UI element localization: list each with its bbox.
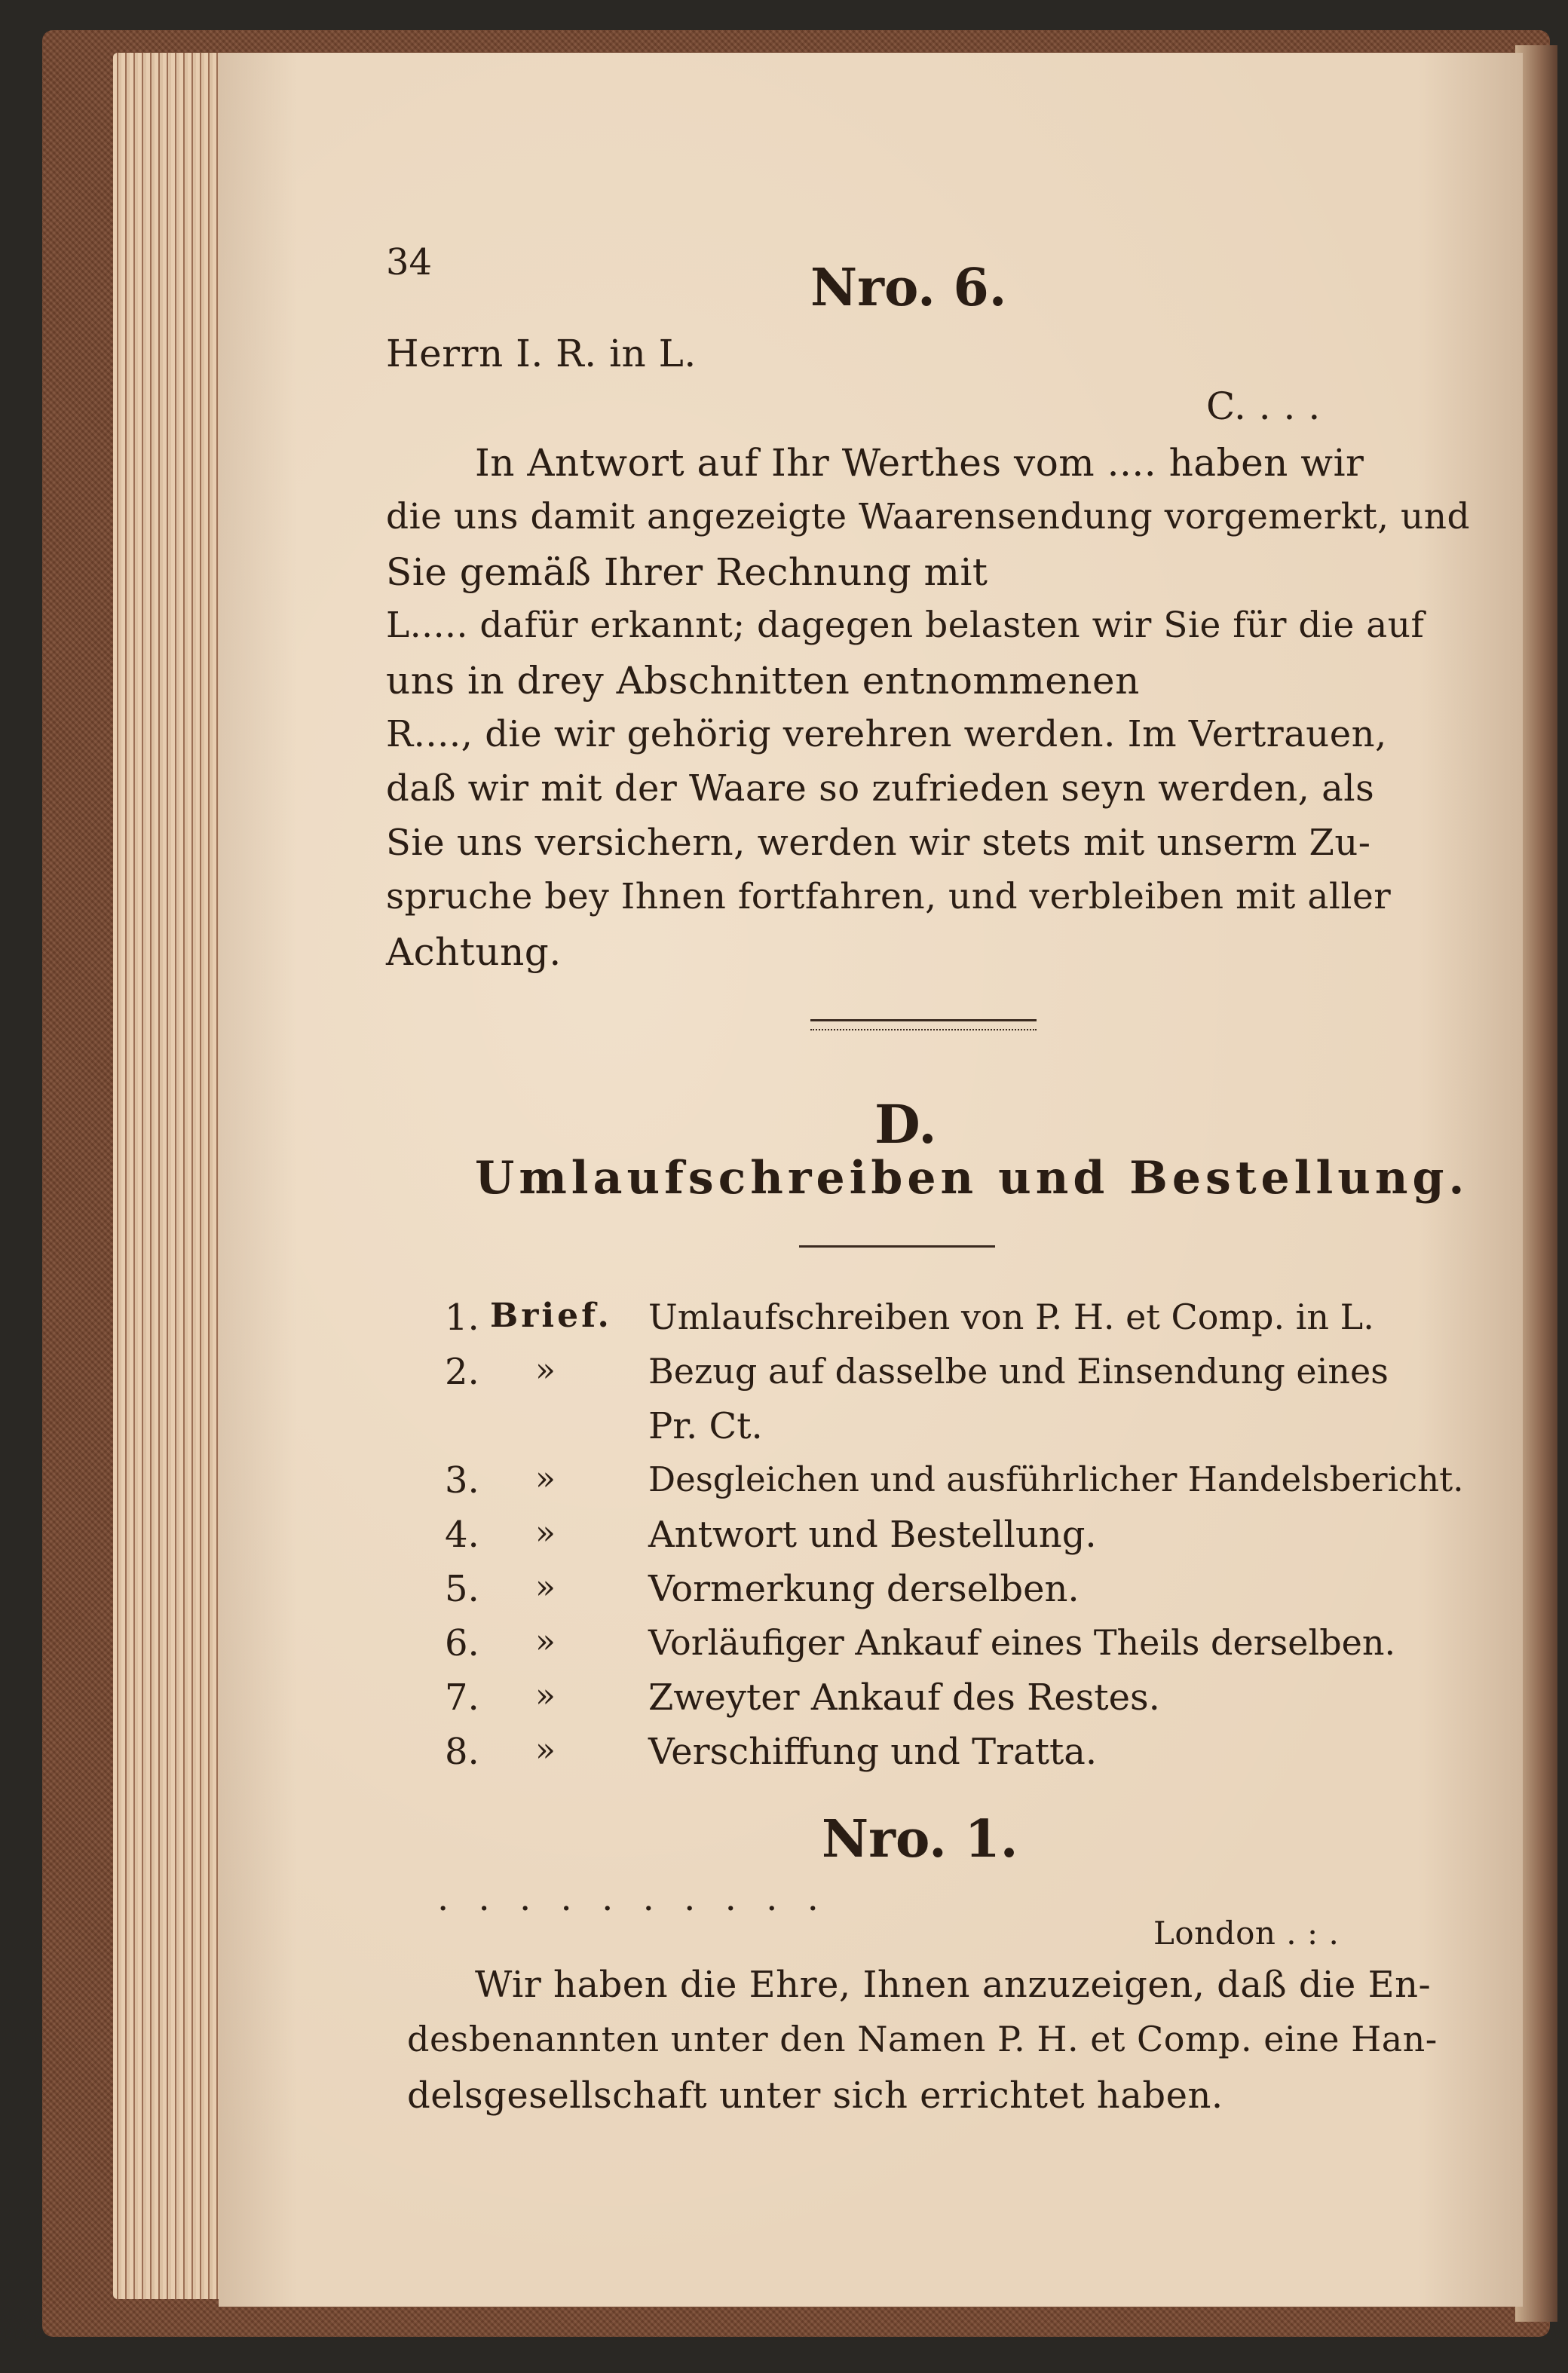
toc-number: 5.: [445, 1568, 479, 1610]
letter-line: uns in drey Abschnitten entnommenen: [386, 659, 1140, 703]
toc-text: Desgleichen und ausführlicher Handelsbericht.: [648, 1459, 1464, 1499]
section-rule: [799, 1245, 995, 1248]
letter-heading-nro-6: Nro. 6.: [810, 258, 1007, 318]
toc-text: Antwort und Bestellung.: [648, 1514, 1097, 1556]
toc-number: 4.: [445, 1514, 479, 1556]
letter-place: C. . . .: [1206, 384, 1321, 428]
letter-line: delsgesellschaft unter sich errichtet haben.: [407, 2074, 1223, 2117]
toc-number: 6.: [445, 1622, 479, 1664]
section-letter: D.: [874, 1093, 937, 1156]
letter-line: Achtung.: [386, 930, 562, 974]
letter-line: R...., die wir gehörig verehren werden. Im Vertrauen,: [386, 713, 1387, 755]
toc-mark: Brief.: [490, 1297, 612, 1335]
letter-line: Sie uns versichern, werden wir stets mit unserm Zu-: [386, 822, 1371, 864]
letter-line: Sie gemäß Ihrer Rechnung mit: [386, 550, 988, 594]
letter-line: die uns damit angezeigte Waarensendung vorgemerkt, und: [386, 496, 1471, 537]
toc-text: Verschiffung und Tratta.: [648, 1731, 1098, 1773]
toc-number: 3.: [445, 1459, 479, 1502]
section-title: Umlaufschreiben und Bestellung.: [475, 1152, 1469, 1205]
letter-line: Wir haben die Ehre, Ihnen anzuzeigen, daß die En-: [475, 1964, 1432, 2006]
toc-mark: »: [535, 1459, 556, 1498]
letter-dots: . . . . . . . . . .: [437, 1877, 828, 1919]
letter-line: daß wir mit der Waare so zufrieden seyn werden, als: [386, 767, 1375, 810]
toc-mark: »: [535, 1351, 556, 1389]
page-edges: [113, 53, 234, 2299]
toc-mark: »: [535, 1676, 556, 1715]
toc-number: 1.: [445, 1297, 479, 1339]
toc-number: 8.: [445, 1731, 479, 1773]
toc-text: Pr. Ct.: [648, 1405, 763, 1447]
toc-text: Bezug auf dasselbe und Einsendung eines: [648, 1351, 1389, 1392]
letter-heading-nro-1: Nro. 1.: [822, 1809, 1018, 1869]
toc-number: 7.: [445, 1676, 479, 1719]
letter-place: London . : .: [1153, 1915, 1340, 1952]
toc-text: Umlaufschreiben von P. H. et Comp. in L.: [648, 1297, 1374, 1337]
toc-number: 2.: [445, 1351, 479, 1393]
toc-text: Vormerkung derselben.: [648, 1568, 1080, 1610]
book-page: [219, 53, 1523, 2307]
page-number: 34: [386, 241, 433, 283]
ornamental-rule: [810, 1019, 1037, 1030]
toc-text: Vorläufiger Ankauf eines Theils derselben.: [648, 1622, 1396, 1663]
letter-line: L..... dafür erkannt; dagegen belasten wir Sie für die auf: [386, 605, 1425, 646]
toc-mark: »: [535, 1731, 556, 1769]
letter-addressee: Herrn I. R. in L.: [386, 332, 697, 375]
toc-mark: »: [535, 1568, 556, 1606]
toc-mark: »: [535, 1514, 556, 1552]
letter-line: In Antwort auf Ihr Werthes vom .... haben wir: [475, 441, 1364, 485]
toc-text: Zweyter Ankauf des Restes.: [648, 1676, 1160, 1719]
toc-mark: »: [535, 1622, 556, 1661]
letter-line: spruche bey Ihnen fortfahren, und verbleiben mit aller: [386, 876, 1392, 917]
letter-line: desbenannten unter den Namen P. H. et Comp. eine Han-: [407, 2019, 1438, 2059]
